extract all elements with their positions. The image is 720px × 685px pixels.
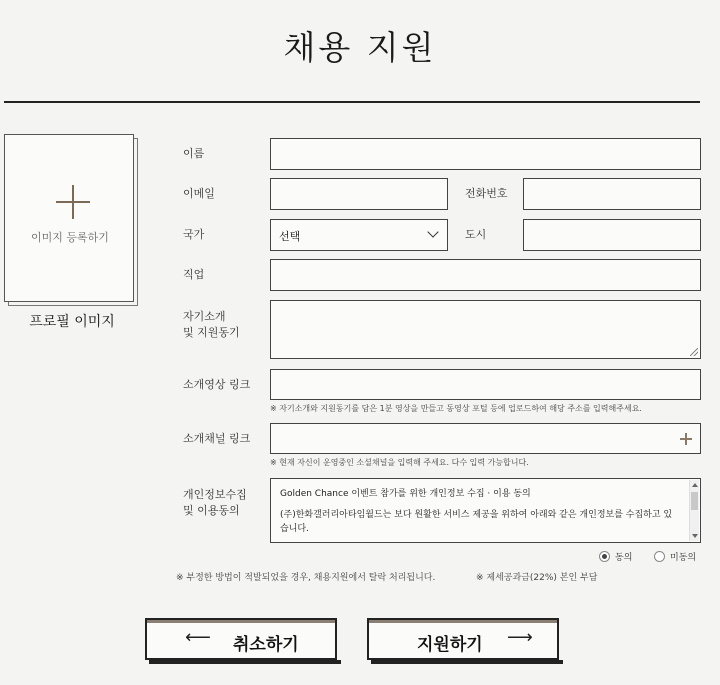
country-select-value: 선택: [279, 230, 301, 243]
scroll-down-icon[interactable]: [692, 534, 698, 538]
disqualification-note: ※ 부정한 방법이 적발되었을 경우, 채용지원에서 탈락 처리됩니다.: [176, 573, 436, 583]
agree-radio-option[interactable]: [599, 550, 632, 563]
cancel-button[interactable]: [145, 618, 337, 660]
city-label: 도시: [465, 228, 487, 241]
submit-button[interactable]: [367, 618, 559, 660]
video-link-input[interactable]: [270, 369, 701, 400]
email-input[interactable]: [270, 178, 448, 210]
resize-handle-icon[interactable]: [690, 348, 698, 356]
page-title: 채용 지원: [283, 28, 437, 67]
consent-scrollbar[interactable]: [689, 480, 699, 541]
disagree-label: 미동의: [670, 553, 697, 563]
plus-icon: [56, 185, 90, 219]
privacy-text-heading: Golden Chance 이벤트 참가를 위한 개인정보 수집 · 이용 동의: [280, 489, 531, 499]
tax-note: ※ 제세공과금(22%) 본인 부담: [476, 573, 598, 583]
privacy-label-line1: 개인정보수집: [183, 488, 247, 501]
arrow-right-icon: ⟶: [507, 627, 533, 648]
video-link-note: ※ 자기소개와 지원동기를 담은 1분 영상을 만들고 동영상 포털 등에 업로드하여 해당 주소를 입력해주세요.: [270, 404, 642, 413]
intro-label-line2: 및 지원동기: [183, 326, 240, 339]
name-label: 이름: [183, 147, 205, 160]
channel-link-label: 소개채널 링크: [183, 432, 251, 445]
privacy-text-body: (주)한화갤러리아타임월드는 보다 원활한 서비스 제공을 위하여 아래와 같은 개인정보를 수집하고 있습니다.: [280, 510, 673, 534]
channel-link-note: ※ 현재 자신이 운영중인 소셜채널을 입력해 주세요. 다수 입력 가능합니다.: [270, 458, 529, 467]
intro-textarea[interactable]: [270, 300, 701, 359]
email-label: 이메일: [183, 187, 215, 200]
channel-link-input[interactable]: [270, 423, 701, 454]
job-label: 직업: [183, 268, 205, 281]
profile-image-caption: 프로필 이미지: [29, 314, 115, 330]
country-select[interactable]: [270, 219, 448, 251]
privacy-label-line2: 및 이용동의: [183, 504, 240, 517]
phone-input[interactable]: [523, 178, 701, 210]
disagree-radio[interactable]: [654, 551, 665, 562]
title-divider: [4, 101, 700, 103]
agree-radio[interactable]: [599, 551, 610, 562]
cancel-button-label: 취소하기: [233, 635, 299, 655]
submit-button-label: 지원하기: [417, 635, 483, 655]
name-input[interactable]: [270, 138, 701, 170]
arrow-left-icon: ⟵: [185, 627, 211, 648]
video-link-label: 소개영상 링크: [183, 378, 251, 391]
scroll-up-icon[interactable]: [692, 483, 698, 487]
intro-label-line1: 자기소개: [183, 310, 226, 323]
city-input[interactable]: [523, 219, 701, 251]
country-label: 국가: [183, 228, 205, 241]
scroll-thumb[interactable]: [691, 492, 698, 510]
disagree-radio-option[interactable]: [654, 550, 696, 563]
profile-image-upload[interactable]: [4, 134, 134, 302]
job-input[interactable]: [270, 259, 701, 291]
add-channel-plus-icon[interactable]: [680, 433, 692, 445]
chevron-down-icon: [427, 226, 438, 237]
agree-label: 동의: [615, 553, 633, 563]
upload-image-label: 이미지 등록하기: [31, 231, 109, 244]
phone-label: 전화번호: [465, 187, 508, 200]
privacy-consent-textbox[interactable]: [270, 478, 701, 543]
